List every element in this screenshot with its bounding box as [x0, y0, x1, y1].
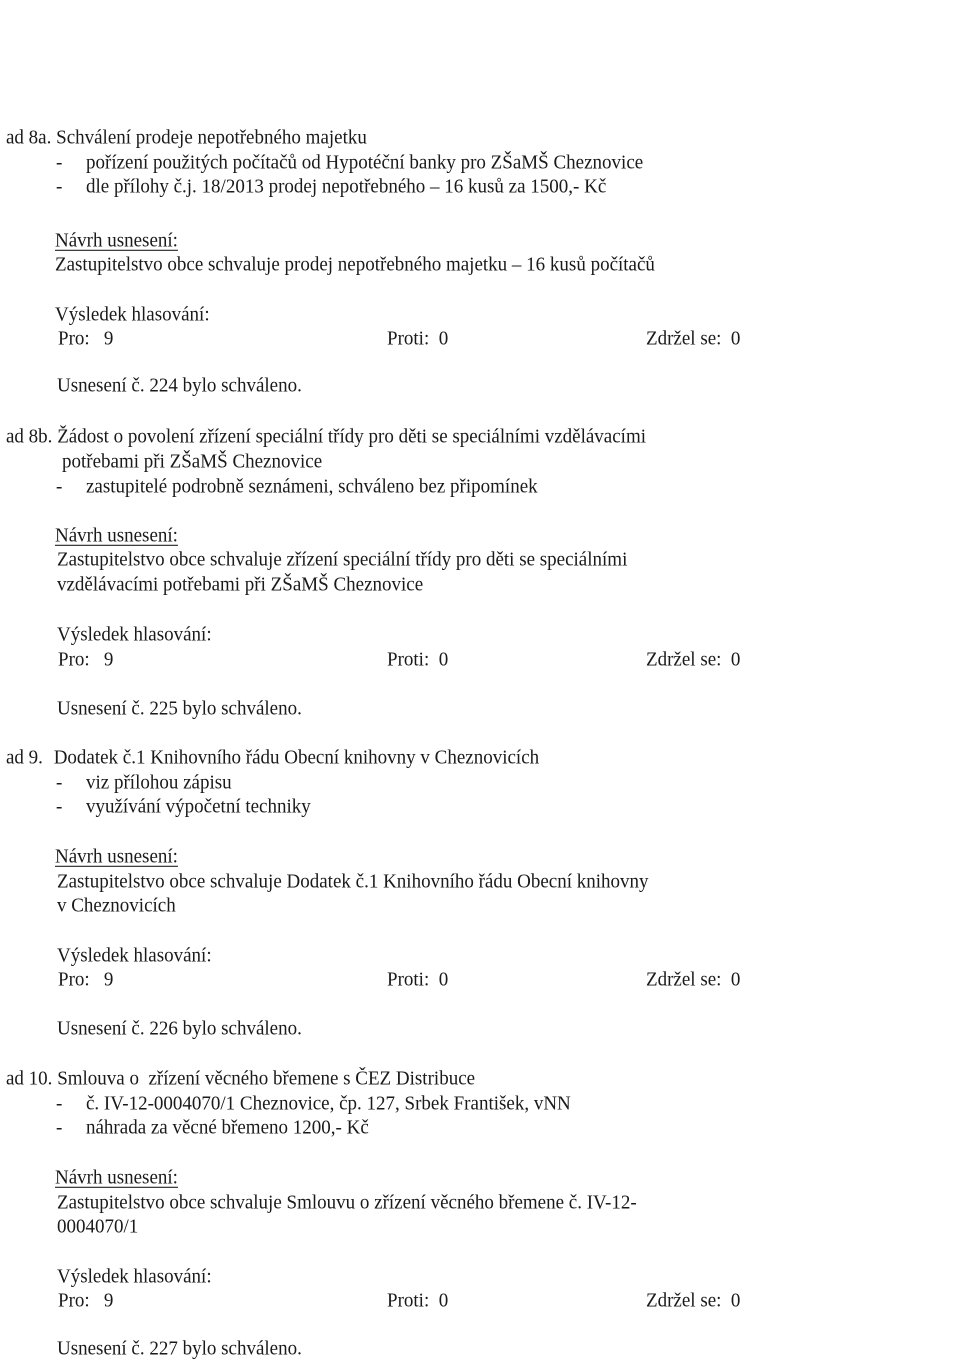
bullet-item: - pořízení použitých počítačů od Hypotéční banky pro ZŠaMŠ Cheznovice — [56, 151, 644, 174]
resolution-result: Usnesení č. 226 bylo schváleno. — [57, 1017, 302, 1040]
proposal-text: Zastupitelstvo obce schvaluje zřízení speciální třídy pro děti se speciálními — [57, 548, 628, 571]
section-title: Schválení prodeje nepotřebného majetku — [56, 126, 367, 149]
vote-pro: Pro: 9 — [58, 968, 114, 991]
proposal-label: Návrh usnesení: — [55, 845, 178, 868]
bullet-dash: - — [56, 175, 63, 198]
vote-label: Výsledek hlasování: — [57, 1265, 212, 1288]
vote-pro: Pro: 9 — [58, 327, 114, 350]
resolution-result: Usnesení č. 227 bylo schváleno. — [57, 1337, 302, 1360]
bullet-dash: - — [56, 1092, 63, 1115]
section-number: ad 9. — [6, 746, 43, 769]
vote-abstain: Zdržel se: 0 — [646, 327, 741, 350]
proposal-label: Návrh usnesení: — [55, 524, 178, 547]
vote-label: Výsledek hlasování: — [57, 623, 212, 646]
vote-pro: Pro: 9 — [58, 1289, 114, 1312]
section-number: ad 8b. — [6, 425, 53, 448]
section-title-continued: potřebami při ZŠaMŠ Cheznovice — [62, 450, 323, 473]
vote-label: Výsledek hlasování: — [57, 944, 212, 967]
section-heading — [6, 425, 646, 449]
vote-proti: Proti: 0 — [387, 968, 449, 991]
proposal-text: v Cheznovicích — [57, 894, 176, 917]
vote-proti: Proti: 0 — [387, 648, 449, 671]
vote-abstain: Zdržel se: 0 — [646, 648, 741, 671]
resolution-result: Usnesení č. 224 bylo schváleno. — [57, 374, 302, 397]
vote-label: Výsledek hlasování: — [55, 303, 210, 326]
bullet-dash: - — [56, 475, 63, 498]
proposal-text: 0004070/1 — [57, 1215, 139, 1238]
bullet-item: - dle přílohy č.j. 18/2013 prodej nepotřebného – 16 kusů za 1500,- Kč — [56, 175, 607, 198]
proposal-text: vzdělávacími potřebami při ZŠaMŠ Cheznovice — [57, 573, 424, 596]
section-heading — [6, 1067, 475, 1091]
bullet-dash: - — [56, 795, 63, 818]
proposal-text: Zastupitelstvo obce schvaluje Smlouvu o zřízení věcného břemene č. IV-12- — [57, 1191, 637, 1214]
vote-abstain: Zdržel se: 0 — [646, 968, 741, 991]
section-title: Žádost o povolení zřízení speciální třídy pro děti se speciálními vzdělávacími — [57, 425, 647, 448]
vote-pro: Pro: 9 — [58, 648, 114, 671]
bullet-dash: - — [56, 151, 63, 174]
section-title: Smlouva o zřízení věcného břemene s ČEZ Distribuce — [57, 1067, 476, 1090]
section-number: ad 8a. — [6, 126, 52, 149]
proposal-label: Návrh usnesení: — [55, 229, 178, 252]
section-title: Dodatek č.1 Knihovního řádu Obecní knihovny v Cheznovicích — [53, 746, 540, 769]
section-heading — [6, 126, 367, 150]
bullet-dash: - — [56, 1116, 63, 1139]
bullet-item: - náhrada za věcné břemeno 1200,- Kč — [56, 1116, 369, 1139]
bullet-item: - viz přílohou zápisu — [56, 771, 232, 794]
proposal-label: Návrh usnesení: — [55, 1166, 178, 1189]
bullet-item: - č. IV-12-0004070/1 Cheznovice, čp. 127, Srbek František, vNN — [56, 1092, 571, 1115]
proposal-text: Zastupitelstvo obce schvaluje Dodatek č.1 Knihovního řádu Obecní knihovny — [57, 870, 649, 893]
section-number: ad 10. — [6, 1067, 53, 1090]
proposal-text: Zastupitelstvo obce schvaluje prodej nepotřebného majetku – 16 kusů počítačů — [55, 253, 655, 276]
vote-proti: Proti: 0 — [387, 1289, 449, 1312]
bullet-item: - využívání výpočetní techniky — [56, 795, 311, 818]
bullet-item: - zastupitelé podrobně seznámeni, schváleno bez připomínek — [56, 475, 538, 498]
vote-abstain: Zdržel se: 0 — [646, 1289, 741, 1312]
bullet-dash: - — [56, 771, 63, 794]
resolution-result: Usnesení č. 225 bylo schváleno. — [57, 697, 302, 720]
vote-proti: Proti: 0 — [387, 327, 449, 350]
section-heading — [6, 746, 539, 770]
